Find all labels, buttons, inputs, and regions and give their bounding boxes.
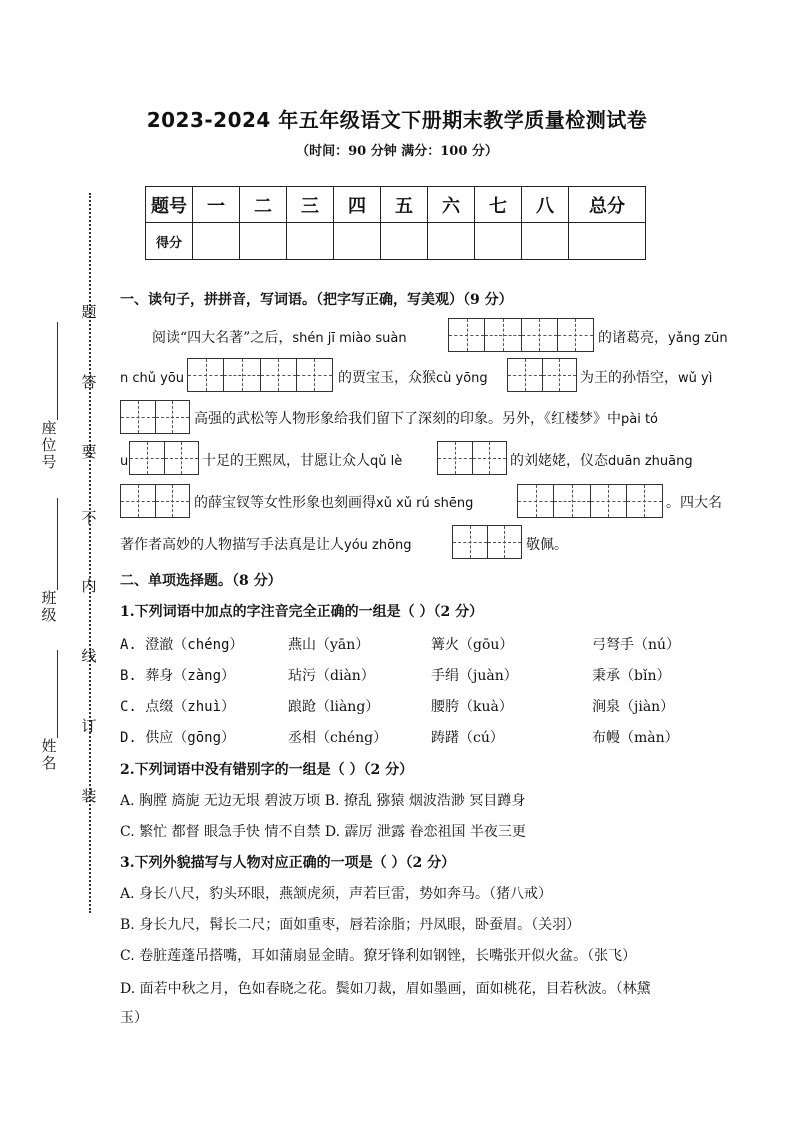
q3-option-b[interactable]: B. 身长九尺，髯长二尺；面如重枣，唇若涂脂；丹凤眼，卧蚕眉。（关羽）	[120, 917, 581, 933]
q1-option-b[interactable]: B. 葬身（zàng）	[120, 668, 236, 684]
binding-dotted-line	[89, 193, 91, 913]
q1-option-a[interactable]: A. 澄澈（chéng）	[120, 637, 244, 653]
pinyin-5b: u	[120, 454, 129, 469]
score-header-cell: 题号	[146, 187, 193, 223]
score-input-cell[interactable]	[240, 223, 287, 260]
score-input-cell[interactable]	[334, 223, 381, 260]
score-input-cell[interactable]	[475, 223, 522, 260]
section1-line1-tail	[598, 328, 728, 349]
binding-char: 装	[81, 787, 97, 805]
writing-box-9[interactable]	[452, 525, 522, 559]
q1-option-d-word2: 丞相（chéng）	[288, 730, 388, 746]
q1-option-b-word2: 玷污（diàn）	[288, 668, 375, 684]
q1-option-b-word4: 秉承（bǐn）	[592, 668, 671, 684]
writing-box-7[interactable]	[120, 484, 190, 518]
score-input-cell[interactable]	[569, 223, 646, 260]
q1-option-d-word3: 踌躇（cú）	[431, 730, 504, 746]
q1-option-a-word4: 弓弩手（nú）	[592, 637, 681, 653]
pinyin-7: duān zhuāng	[608, 454, 693, 469]
text: 的刘姥姥，仪态	[510, 453, 608, 469]
binding-char: 要	[81, 443, 97, 461]
binding-char: 内	[81, 577, 97, 595]
question-1-stem: 1.下列词语中加点的字注音完全正确的一组是（ ）（2 分）	[120, 604, 484, 620]
score-input-cell[interactable]	[522, 223, 569, 260]
binding-char: 题	[81, 303, 97, 321]
score-row-label: 得分	[146, 223, 193, 260]
text: 为王的孙悟空，	[580, 370, 678, 386]
class-fill-line[interactable]	[57, 498, 58, 590]
writing-box-4[interactable]	[120, 400, 190, 434]
section1-line3	[194, 409, 658, 430]
exam-subtitle: （时间：90 分钟 满分：100 分）	[296, 144, 498, 159]
binding-char: 线	[81, 647, 97, 665]
section1-line5-tail: 。四大名	[666, 495, 722, 511]
score-header-cell: 七	[475, 187, 522, 223]
seat-number-label: 座 位 号	[41, 419, 57, 471]
section1-heading: 一、读句子，拼拼音，写词语。（把字写正确，写美观）（9 分）	[120, 292, 513, 308]
writing-box-3[interactable]	[507, 358, 577, 392]
score-header-cell: 一	[193, 187, 240, 223]
section1-line4-mid	[202, 451, 402, 472]
pinyin-4: wǔ yì	[678, 371, 713, 386]
score-input-cell[interactable]	[193, 223, 240, 260]
section2-heading: 二、单项选择题。（8 分）	[120, 573, 282, 589]
seat-number-fill-line[interactable]	[57, 322, 58, 420]
q1-option-c-word2: 踉跄（liàng）	[288, 699, 380, 715]
section1-line5	[194, 493, 473, 514]
section1-line4	[120, 451, 128, 472]
q3-option-d-cont: 玉）	[120, 1010, 148, 1026]
q1-option-a-word2: 燕山（yān）	[288, 637, 370, 653]
q1-option-d[interactable]: D. 供应（gōng）	[120, 730, 236, 746]
writing-box-6[interactable]	[437, 441, 507, 475]
name-fill-line[interactable]	[57, 650, 58, 738]
pinyin-8: xǔ xǔ rú shēng	[376, 496, 474, 511]
q1-option-c-word4: 涧泉（jiàn）	[592, 699, 675, 715]
score-header-cell: 八	[522, 187, 569, 223]
pinyin-2a: yǎng zūn	[668, 331, 728, 346]
text: 十足的王熙凤，甘愿让众人	[202, 453, 370, 469]
binding-char: 不	[81, 509, 97, 527]
writing-box-1[interactable]	[448, 318, 594, 352]
text: 高强的武松等人物形象给我们留下了深刻的印象。另外，《红楼梦》中	[194, 411, 621, 427]
section1-line1	[152, 328, 407, 349]
score-header-cell: 三	[287, 187, 334, 223]
section1-line6-tail: 敬佩。	[526, 537, 568, 553]
binding-char: 答	[81, 373, 97, 391]
q1-option-c-word3: 腰胯（kuà）	[431, 699, 513, 715]
text: 的贾宝玉，众猴	[338, 370, 436, 386]
score-input-cell[interactable]	[381, 223, 428, 260]
score-header-cell: 六	[428, 187, 475, 223]
class-label: 班 级	[41, 589, 57, 624]
question-3-stem: 3.下列外貌描写与人物对应正确的一项是（ ）（2 分）	[120, 855, 456, 871]
section1-line6	[120, 535, 412, 556]
writing-box-2[interactable]	[187, 358, 333, 392]
section1-line2	[120, 368, 184, 389]
q2-options-ab[interactable]: A. 胸膛 旖旎 无边无垠 碧波万顷 B. 撩乱 猕猿 烟波浩渺 冥目蹲身	[120, 793, 526, 809]
text: 阅读“四大名著”之后，	[152, 330, 293, 346]
exam-title: 2023-2024 年五年级语文下册期末教学质量检测试卷	[146, 108, 648, 132]
score-input-cell[interactable]	[287, 223, 334, 260]
score-header-cell: 五	[381, 187, 428, 223]
writing-box-8[interactable]	[517, 484, 663, 518]
q1-option-b-word3: 手绢（juàn）	[431, 668, 518, 684]
score-header-cell: 二	[240, 187, 287, 223]
q1-option-d-word4: 布幔（màn）	[592, 730, 679, 746]
pinyin-1: shén jī miào suàn	[292, 331, 407, 346]
question-2-stem: 2.下列词语中没有错别字的一组是（ ）（2 分）	[120, 762, 414, 778]
text: 著作者高妙的人物描写手法真是让人	[120, 537, 344, 553]
pinyin-2b: n chǔ yōu	[120, 371, 185, 386]
pinyin-3: cù yōng	[436, 371, 488, 386]
score-header-cell: 四	[334, 187, 381, 223]
q3-option-a[interactable]: A. 身长八尺，豹头环眼，燕颔虎须，声若巨雷，势如奔马。（猪八戒）	[120, 886, 553, 902]
score-input-cell[interactable]	[428, 223, 475, 260]
writing-box-5[interactable]	[129, 441, 199, 475]
q1-option-a-word3: 篝火（gōu）	[431, 637, 514, 653]
pinyin-5a: pài tó	[621, 412, 659, 427]
q3-option-c[interactable]: C. 卷脏莲蓬吊搭嘴，耳如蒲扇显金睛。獠牙锋利如钢锉，长嘴张开似火盆。（张飞）	[120, 948, 637, 964]
pinyin-6: qǔ lè	[370, 454, 403, 469]
q2-options-cd[interactable]: C. 繁忙 都督 眼急手快 情不自禁 D. 霹厉 泄露 眷恋祖国 半夜三更	[120, 824, 526, 840]
q3-option-d[interactable]: D. 面若中秋之月，色如春晓之花。鬓如刀裁，眉如墨画，面如桃花，目若秋波。（林黛	[120, 981, 651, 997]
score-header-cell: 总分	[569, 187, 646, 223]
score-table-header-row	[146, 187, 646, 223]
text: 的薛宝钗等女性形象也刻画得	[194, 495, 376, 511]
score-table-score-row	[146, 223, 646, 260]
pinyin-9: yóu zhōng	[344, 538, 412, 553]
section1-line4-tail	[510, 451, 693, 472]
binding-char: 订	[81, 717, 97, 735]
section1-line2-tail	[580, 368, 712, 389]
name-label: 姓 名	[41, 737, 57, 772]
score-table	[145, 186, 646, 260]
section1-line2-mid	[338, 368, 488, 389]
text: 的诸葛亮，	[598, 330, 668, 346]
q1-option-c[interactable]: C. 点缀（zhuì）	[120, 699, 236, 715]
